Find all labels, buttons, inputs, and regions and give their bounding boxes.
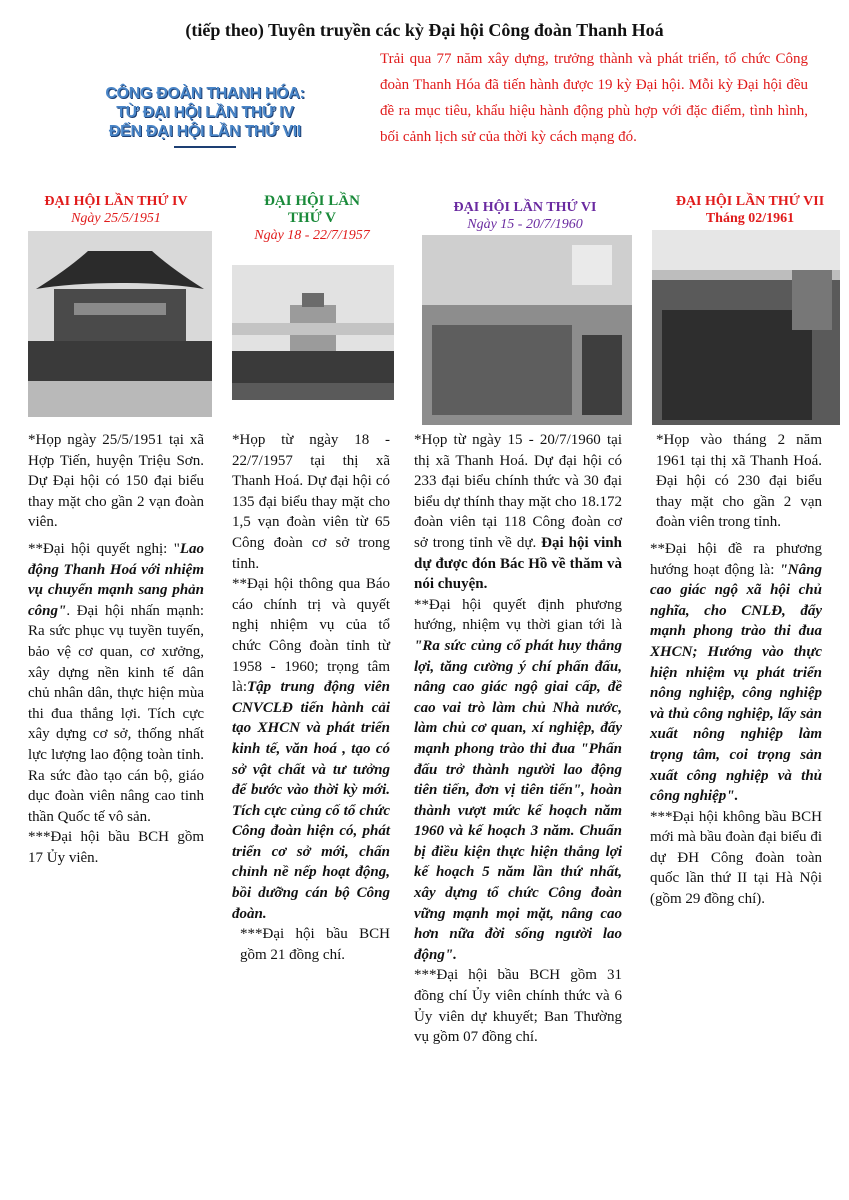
election-note: ***Đại hội không bầu BCH mới mà bầu đoàn đại biểu đi dự ĐH Công đoàn toàn quốc lần thứ II tại Hà Nội (gồm 29 đồng chí).	[650, 808, 822, 908]
congress-iv-heading	[18, 193, 214, 227]
congress-date: Ngày 18 - 22/7/1957	[254, 228, 370, 243]
meeting-summary-text: *Họp từ ngày 15 - 20/7/1960 tại thị xã Thanh Hoá. Dự đại hội có 233 đại biểu chính thức và 30 đại biểu dự thính thay mặt cho 18.172 đoàn viên tại 118 Công đoàn cơ sở trong tỉnh về dự.	[414, 432, 622, 551]
congress-vi-photo	[422, 235, 632, 425]
resolution-tail: . Đại hội nhấn mạnh: Ra sức phục vụ tuyền tuyến, bảo vệ cơ quan, cơ xưởng, xây dựng nền kinh tế dân chủ nhân dân, thực hiện mùa thi đua thắng lợi. Tích cực xây dựng cơ sở, thống nhất lực lượng lao động toàn tỉnh. Ra sức đào tạo cán bộ, giáo dục đoàn viên nâng cao tinh thần Quốc tế vô sản.	[28, 602, 204, 825]
resolution-slogan: Lao động Thanh Hoá với nhiệm vụ chuyển mạnh sang phản công"	[28, 540, 204, 619]
banner-line: TỪ ĐẠI HỘI LẦN THỨ IV	[116, 104, 294, 121]
election-note: ***Đại hội bầu BCH gồm 21 đồng chí.	[240, 926, 390, 963]
resolution-lead: **Đại hội quyết định phương hướng, nhiệm vụ thời gian tới là	[414, 596, 622, 634]
resolution-lead: **Đại hội đề ra phương hướng hoạt động là:	[650, 540, 822, 578]
meeting-summary: *Họp ngày 25/5/1951 tại xã Hợp Tiến, huyện Triệu Sơn. Dự Đại hội có 150 đại biểu thay mặt cho gần 2 vạn đoàn viên.	[28, 432, 204, 531]
congress-iv-photo	[28, 231, 212, 417]
congress-date: Ngày 15 - 20/7/1960	[467, 217, 583, 232]
congress-v-heading	[228, 193, 396, 244]
section-banner	[60, 84, 350, 148]
resolution-paragraph	[414, 595, 622, 966]
congress-v-text	[232, 430, 390, 965]
resolution-lead: **Đại hội thông qua Báo cáo chính trị và quyết nghị nhiệm vụ của tổ chức Công đoàn tỉnh từ 1958 - 1960; trọng tâm là:	[232, 576, 390, 696]
resolution-slogan: "Ra sức củng cố phát huy thắng lợi, tăng cường ý chí phấn đấu, nâng cao giác ngộ giai cấp, đề cao vai trò làm chủ Nhà nước, làm chủ cơ quan, xí nghiệp, đẩy mạnh phong trào thi đua "Phấn đấu trở thành người lao động tiên tiến, đơn vị tiên tiến", hoàn thành vượt mức kế hoạch năm 1960 và kế hoạch 3 năm. Chuẩn bị điều kiện thực hiện thắng lợi kế hoạch 5 năm lần thứ nhất, xây dựng tổ chức Công đoàn vững mạnh mọi mặt, nâng cao hơn nữa đời sống người lao động".	[414, 637, 622, 963]
congress-date: Tháng 02/1961	[705, 211, 795, 226]
page-title: (tiếp theo) Tuyên truyền các kỳ Đại hội Công đoàn Thanh Hoá	[185, 20, 664, 40]
congress-vii-heading	[656, 193, 844, 227]
congress-heading-text: ĐẠI HỘI LẦN THỨ VII	[675, 194, 825, 209]
congress-date: Ngày 25/5/1951	[71, 211, 161, 226]
banner-line: CÔNG ĐOÀN THANH HÓA:	[105, 85, 305, 102]
banner-rule	[174, 146, 236, 148]
congress-v-photo	[232, 265, 394, 400]
election-note: ***Đại hội bầu BCH gồm 17 Ủy viên.	[28, 829, 204, 866]
resolution-paragraph	[650, 539, 822, 807]
resolution-slogan: Tập trung động viên CNVCLĐ tiến hành cải tạo XHCN và phát triển kinh tế, văn hoá , tạo có sở vật chất và tư tưởng để bước vào thời kỳ mới. Tích cực củng cố tổ chức Công đoàn hiện có, phát triển cơ sở mới, chấn chỉnh nề nếp hoạt động, bồi dưỡng cán bộ Công đoàn.	[232, 679, 390, 922]
resolution-paragraph	[28, 539, 204, 827]
congress-vii-text	[650, 430, 822, 910]
meeting-summary: *Họp từ ngày 18 - 22/7/1957 tại thị xã Thanh Hoá. Dự đại hội có 135 đại biểu thay mặt cho 1,5 vạn đoàn viên từ 65 Công đoàn cơ sở trong tỉnh.	[232, 432, 390, 572]
congress-vii-photo	[652, 230, 840, 425]
meeting-summary	[414, 430, 622, 595]
election-note: ***Đại hội bầu BCH gồm 31 đồng chí Ủy viên chính thức và 6 Ủy viên dự khuyết; Ban Thường vụ gồm 07 đồng chí.	[414, 967, 622, 1046]
congress-iv-text	[28, 430, 204, 868]
resolution-slogan: "Nâng cao giác ngộ xã hội chủ nghĩa, cho CNLĐ, đẩy mạnh phong trào thi đua XHCN; Hướng vào thực hiện nhiệm vụ phát triển nông nghiệp, công nghiệp và thủ công nghiệp, lấy sản xuất nông nghiệp làm trọng tâm, coi trọng sản xuất công nghiệp và thủ công nghiệp".	[650, 561, 822, 805]
meeting-summary: *Họp vào tháng 2 năm 1961 tại thị xã Thanh Hoá. Đại hội có 230 đại biểu thay mặt cho gần 2 vạn đoàn viên trong tỉnh.	[656, 432, 822, 531]
congress-vi-heading	[412, 199, 638, 233]
congress-heading-text: THỨ V	[288, 210, 336, 226]
resolution-lead: **Đại hội quyết nghị: "	[28, 540, 180, 557]
banner-line: ĐẾN ĐẠI HỘI LẦN THỨ VII	[108, 123, 302, 140]
intro-paragraph: Trải qua 77 năm xây dựng, trưởng thành và phát triển, tổ chức Công đoàn Thanh Hóa đã tiến hành được 19 kỳ Đại hội. Mỗi kỳ Đại hội đều đề ra mục tiêu, khẩu hiệu hành động phù hợp với đặc điểm, tình hình, bối cảnh lịch sử của thời kỳ cách mạng đó.	[380, 51, 808, 145]
uncle-ho-visit: Đại hội vinh dự được đón Bác Hồ về thăm và nói chuyện.	[414, 534, 622, 593]
congress-vi-text	[414, 430, 622, 1048]
congress-heading-text: ĐẠI HỘI LẦN THỨ VI	[453, 200, 597, 215]
congress-heading-text: ĐẠI HỘI LẦN	[264, 193, 360, 209]
resolution-paragraph	[232, 574, 390, 924]
congress-heading-text: ĐẠI HỘI LẦN THỨ IV	[44, 194, 188, 209]
